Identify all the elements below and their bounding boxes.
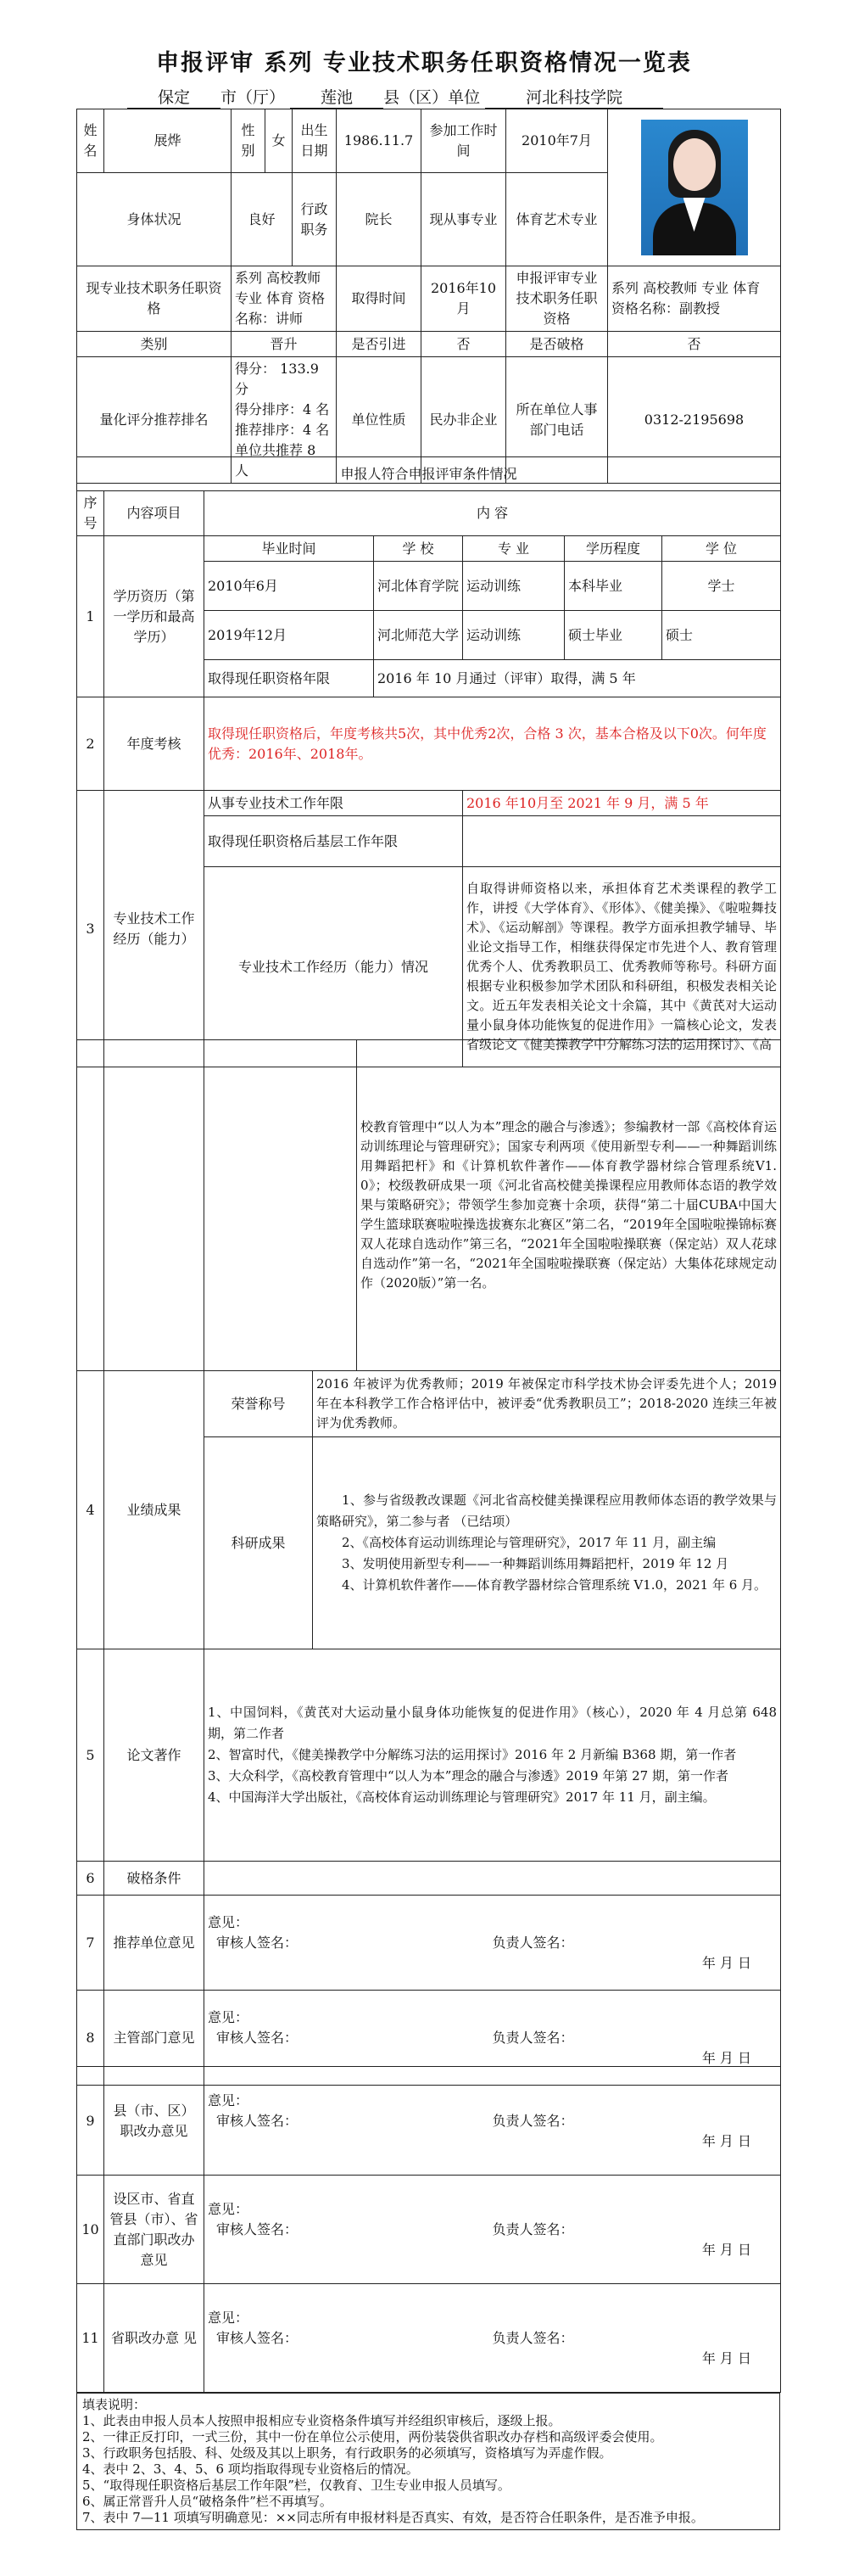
applicant-photo: [641, 120, 748, 255]
photo-cell: [608, 109, 781, 266]
honor-text: 2016 年被评为优秀教师；2019 年被保定市科学技术协会评委先进个人；2019 年在本科教学工作合格评估中，被评委“优秀教职员工”；2018-2020 连续三年被评为优秀教师。: [313, 1371, 781, 1437]
name-value: 展烨: [104, 109, 232, 173]
opinion-9: 意见： 审核人签名： 负责人签名： 年 月 日: [204, 2067, 781, 2176]
experience-detail-1: 自取得讲师资格以来，承担体育艺术类课程的教学工作，讲授《大学体育》、《形体》、《健美操》、《啦啦舞技术》、《运动解剖》等课程。教学方面承担教学辅导、毕业论文指导工作，相继获得保定市先进个人、教育管理优秀个人、优秀教职员工、优秀教师等称号。科研方面根据专业积极参加学术团队和科研组，积极发表相关论文。近五年发表相关论文十余篇，其中《黄芪对大运动量小鼠身体功能恢复的促进作用》一篇核心论文，发表省级论文《健美操教学中分解练习法的运用探讨》、《高: [463, 867, 781, 1067]
research-list: 1、参与省级教改课题《河北省高校健美操课程应用教师体态语的教学效果与策略研究》，第二参与者 （已结项） 2、《高校体育运动训练理论与管理研究》，2017 年 11 月，副主编 3、发明使用新型专利——一种舞蹈训练用舞蹈把杆，2019 年 12 月 4、计算机软件著作——体育教学器材综合管理系统 V1.0，2021 年 6 月。: [313, 1437, 781, 1649]
basic-info-table: 姓名 展烨 性别 女 出生日期 1986.11.7 参加工作时间 2010年7月 身体状况 良好 行政职务 院长 现从事专业 体育艺术专业 现专业技术职务任职资格 系列 高校教师 专业 体育 资格名称：讲师 取得时间 2016年10月 申报评审专业技术职务任职资格 系列 高校教师 专业 体育 资格名称：副教授 类别 晋升 是否引进 否 是否破格 否 量化评分推荐排名 得分： 133.9 分 得分排序：4 名 推荐排序：4 名 单位共推荐 8 人 单位性质 民办非企业 所在单位人事部门电话 0312-2195698: [76, 109, 781, 484]
papers-list: 1、中国饲料，《黄芪对大运动量小鼠身体功能恢复的促进作用》（核心），2020 年 4 月总第 648 期，第二作者 2、智富时代，《健美操教学中分解练习法的运用探讨》2016 年 2 月新编 B368 期，第一作者 3、大众科学，《高校教育管理中“以人为本”理念的融合与渗透》2019 年第 27 期，第一作者 4、中国海洋大学出版社，《高校体育运动训练理论与管理研究》2017 年 11 月，副主编。: [204, 1649, 781, 1862]
opinion-10: 意见： 审核人签名： 负责人签名： 年 月 日: [204, 2176, 781, 2284]
section-title: 申报人符合申报评审条件情况: [77, 457, 781, 491]
opinion-7: 意见： 审核人签名： 负责人签名： 年 月 日: [204, 1896, 781, 1991]
opinion-8: 意见： 审核人签名： 负责人签名： 年 月 日: [204, 1991, 781, 2086]
unit: 河北科技学院: [485, 85, 663, 109]
experience-detail-2: 校教育管理中“以人为本”理念的融合与渗透》；参编教材一部《高校体育运动训练理论与管理研究》；国家专利两项《使用新型专利——一种舞蹈训练用舞蹈把杆》和《计算机软件著作——体育教学器材综合管理系统V1.0》；校级教研成果一项《河北省高校健美操课程应用教师体态语的教学效果与策略研究》；带领学生参加竞赛十余项，获得“第二十届CUBA中国大学生篮球联赛啦啦操选拔赛东北赛区”第二名，“2019年全国啦啦操锦标赛双人花球自选动作”第三名，“2021年全国啦啦操联赛（保定站）双人花球自选动作”第一名，“2021年全国啦啦操联赛（保定站）大集体花球规定动作（2020版）”第一名。: [357, 1040, 781, 1371]
assessment-text: 取得现任职资格后，年度考核共5次，其中优秀2次，合格 3 次，基本合格及以下0次。何年度优秀：2016年、2018年。: [204, 697, 781, 791]
conditions-table-3: 9 县（市、区）职改办意见 意见： 审核人签名： 负责人签名： 年 月 日 10 设区市、省直管县（市）、省直部门职改办意见 意见： 审核人签名： 负责人签名： 年 月 日 11 省职改办意 见 意见： 审核人签名： 负责人签名： 年 月 日: [76, 2066, 781, 2393]
form-subtitle: 保定 市（厅） 莲池 县（区）单位 河北科技学院: [127, 85, 738, 109]
conditions-table-1: 申报人符合申报评审条件情况 序号 内容项目 内 容 1 学历资历（第一学历和最高学历） 毕业时间 学 校 专 业 学历程度 学 位 2010年6月 河北体育学院 运动训练 本科毕业 学士 2019年12月 河北师范大学 运动训练 硕士毕业 硕士 取得现任职资格年限 2016 年 10 月通过（评审）取得，满 5 年 2 年度考核 取得现任职资格后，年度考核共5次，其中优秀2次，合格 3 次，基本合格及以下0次。何年度优秀：2016年、2018年。 3 专业技术工作经历（能力） 从事专业技术工作年限 2016 年10月至 2021 年 9 月，满 5 年 取得现任职资格后基层工作年限 专业技术工作经历（能力）情况 自取得讲师资格以来，承担体育艺术类课程的教学工作，讲授《大学体育》、《形体》、《健美操》、《啦啦舞技术》、《运动解剖》等课程。教学方面承担教学辅导、毕业论文指导工作，相继获得保定市先进个人、教育管理优秀个人、优秀教职员工、优秀教师等称号。科研方面根据专业积极参加学术团队和科研组，积极发表相关论文。近五年发表相关论文十余篇，其中《黄芪对大运动量小鼠身体功能恢复的促进作用》一篇核心论文，发表省级论文《健美操教学中分解练习法的运用探讨》、《高: [76, 456, 781, 1067]
city: 保定: [127, 85, 220, 109]
conditions-table-2: 校教育管理中“以人为本”理念的融合与渗透》；参编教材一部《高校体育运动训练理论与管理研究》；国家专利两项《使用新型专利——一种舞蹈训练用舞蹈把杆》和《计算机软件著作——体育教学器材综合管理系统V1.0》；校级教研成果一项《河北省高校健美操课程应用教师体态语的教学效果与策略研究》；带领学生参加竞赛十余项，获得“第二十届CUBA中国大学生篮球联赛啦啦操选拔赛东北赛区”第二名，“2019年全国啦啦操锦标赛双人花球自选动作”第三名，“2021年全国啦啦操联赛（保定站）双人花球自选动作”第一名，“2021年全国啦啦操联赛（保定站）大集体花球规定动作（2020版）”第一名。 4 业绩成果 荣誉称号 2016 年被评为优秀教师；2019 年被保定市科学技术协会评委先进个人；2019 年在本科教学工作合格评估中，被评委“优秀教职员工”；2018-2020 连续三年被评为优秀教师。 科研成果 1、参与省级教改课题《河北省高校健美操课程应用教师体态语的教学效果与策略研究》，第二参与者 （已结项） 2、《高校体育运动训练理论与管理研究》，2017 年 11 月，副主编 3、发明使用新型专利——一种舞蹈训练用舞蹈把杆，2019 年 12 月 4、计算机软件著作——体育教学器材综合管理系统 V1.0，2021 年 6 月。 5 论文著作 1、中国饲料，《黄芪对大运动量小鼠身体功能恢复的促进作用》（核心），2020 年 4 月总第 648 期，第二作者 2、智富时代，《健美操教学中分解练习法的运用探讨》2016 年 2 月新编 B368 期，第一作者 3、大众科学，《高校教育管理中“以人为本”理念的融合与渗透》2019 年第 27 期，第一作者 4、中国海洋大学出版社，《高校体育运动训练理论与管理研究》2017 年 11 月，副主编。 6 破格条件 7 推荐单位意见 意见： 审核人签名： 负责人签名： 年 月 日 8 主管部门意见 意见： 审核人签名： 负责人签名： 年 月 日: [76, 1039, 781, 2086]
filling-notes: 填表说明： 1、此表由申报人员本人按照申报相应专业资格条件填写并经组织审核后，逐级上报。 2、一律正反打印，一式三份，其中一份在单位公示使用，两份装袋供省职改办存档和高级评委会使用。 3、行政职务包括股、科、处级及其以上职务，有行政职务的必须填写，资格填写为弄虚作假。 4、表中 2、3、4、5、6 项均指取得现专业资格后的情况。 5、“取得现任职资格后基层工作年限”栏，仅教育、卫生专业申报人员填写。 6、属正常晋升人员“破格条件”栏不再填写。 7、表中 7—11 项填写明确意见：××同志所有申报材料是否真实、有效，是否符合任职条件，是否准予申报。: [76, 2393, 780, 2530]
form-title: 申报评审 系列 专业技术职务任职资格情况一览表: [156, 50, 692, 76]
opinion-11: 意见： 审核人签名： 负责人签名： 年 月 日: [204, 2284, 781, 2393]
county: 莲池: [290, 85, 383, 109]
